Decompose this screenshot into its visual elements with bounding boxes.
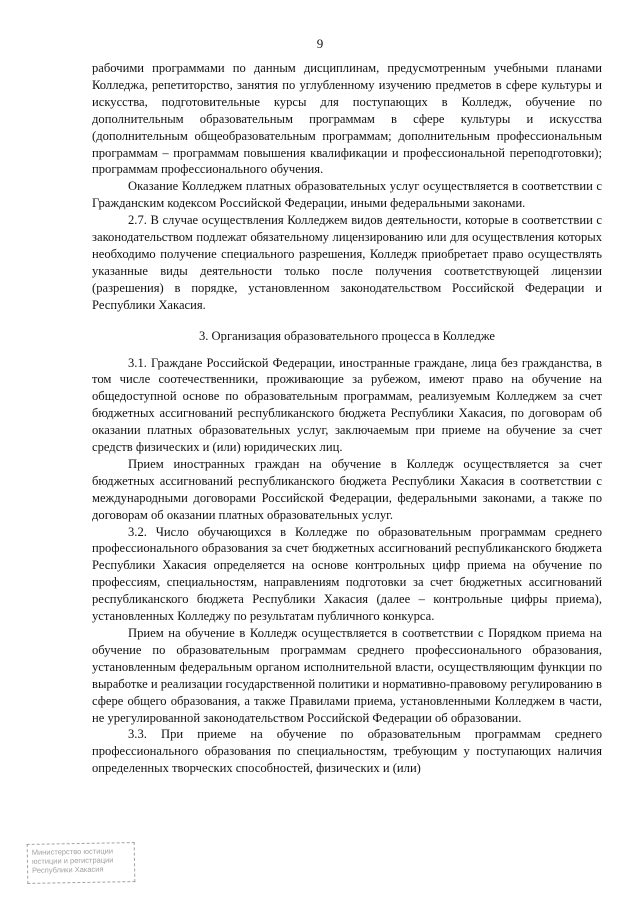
paragraph-2-7: 2.7. В случае осуществления Колледжем видов деятельности, которые в соответствии с законодательством подлежат обязательному лицензированию или для осуществления которых необходимо получение специального разрешения, Колледж приобретает право осуществлять указанные виды деятельности только после получения соответствующей лицензии (разрешения) в порядке, установленном законодательством Российской Федерации и Республики Хакасия. <box>92 213 602 312</box>
registration-stamp <box>27 842 136 884</box>
document-body <box>92 60 602 777</box>
page-number: 9 <box>316 36 324 51</box>
paragraph-admission: Прием на обучение в Колледж осуществляется в соответствии с Порядком приема на обучение по образовательным программам среднего профессионального образования, установленным федеральным органом исполнительной власти, осуществляющим функции по выработке и реализации государственной политики и нормативно-правовому регулированию в сфере общего образования, а также Правилами приема, установленными Колледжем в части, не урегулированной законодательством Российской Федерации об образовании. <box>92 626 602 725</box>
section-heading: 3. Организация образовательного процесса в Колледже <box>198 328 496 343</box>
paragraph-foreign-citizens: Прием иностранных граждан на обучение в Колледж осуществляется за счет бюджетных ассигнований республиканского бюджета Республики Хакасия в соответствии с международными договорами Российской Федерации, федеральными законами, а также по договорам об оказании платных образовательных услуг. <box>92 456 602 522</box>
paragraph-3-3: 3.3. При приеме на обучение по образовательным программам среднего профессионального образования по специальностям, требующим у поступающих наличия определенных творческих способностей, физических и (или) <box>92 727 602 776</box>
stamp-line: юстиции и регистрации <box>31 855 114 866</box>
stamp-line: Республики Хакасия <box>32 864 104 875</box>
paragraph-continued: рабочими программами по данным дисциплинам, предусмотренным учебными планами Колледжа, репетиторство, занятия по углубленному изучению предметов в сфере культуры и искусства, подготовительные курсы для поступающих в Колледж, обучение по дополнительным образовательным программам в сфере культуры и искусства (дополнительным общеобразовательным программам; дополнительным профессиональным программам – программам повышения квалификации и профессиональной переподготовки); программам профессионального обучения. <box>92 61 602 177</box>
paragraph-3-1: 3.1. Граждане Российской Федерации, иностранные граждане, лица без гражданства, в том числе соотечественники, проживающие за рубежом, имеют право на обучение на общедоступной основе по образовательным программам, реализуемым Колледжем за счет бюджетных ассигнований республиканского бюджета Республики Хакасия, по договорам об оказании платных образовательных услуг, заключаемым при приеме на обучение за счет средств физических и (или) юридических лиц. <box>92 355 602 455</box>
paragraph-paid-services: Оказание Колледжем платных образовательных услуг осуществляется в соответствии с Гражданским кодексом Российской Федерации, иными федеральными законами. <box>92 179 602 211</box>
stamp-line: Министерство юстиции <box>31 846 114 857</box>
paragraph-3-2: 3.2. Число обучающихся в Колледже по образовательным программам среднего профессионального образования за счет бюджетных ассигнований республиканского бюджета Республики Хакасия определяется на основе контрольных цифр приема на обучение по профессиям, специальностям, направлениям подготовки за счет бюджетных ассигнований республиканского бюджета Республики Хакасия (далее – контрольные цифры приема), установленных Колледжу по результатам публичного конкурса. <box>92 524 602 624</box>
